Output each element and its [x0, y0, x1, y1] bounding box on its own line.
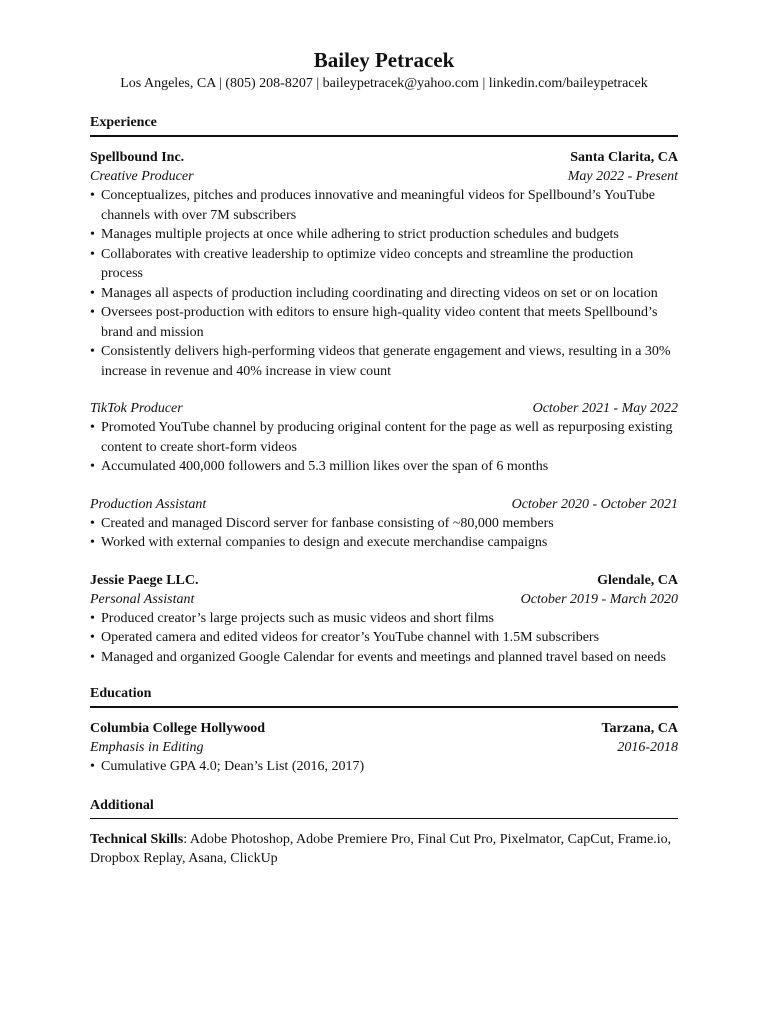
bullet-item — [90, 245, 678, 284]
contact-line: Los Angeles, CA | (805) 208-8207 | baileypetracek@yahoo.com | linkedin.com/baileypetracek — [120, 76, 648, 91]
program-header — [90, 738, 678, 757]
role-title: Production Assistant — [90, 496, 207, 512]
role-dates: May 2022 - Present — [567, 169, 678, 184]
role-dates: October 2020 - October 2021 — [511, 496, 678, 512]
org-header — [90, 148, 678, 167]
bullet-glyph: • — [90, 246, 95, 262]
bullet-glyph: • — [90, 227, 95, 242]
org-name: Jessie Paege LLC. — [90, 572, 199, 588]
role-dates: October 2019 - March 2020 — [520, 591, 678, 607]
bullet-text: Collaborates with creative leadership to optimize video concepts and streamline the production process — [101, 246, 634, 281]
bullet-text: Managed and organized Google Calendar for events and meetings and planned travel based on needs — [101, 649, 666, 665]
bullet-list — [90, 418, 678, 477]
bullet-text: Created and managed Discord server for fanbase consisting of ~80,000 members — [101, 515, 554, 531]
bullet-glyph: • — [90, 630, 95, 645]
bullet-text: Promoted YouTube channel by producing original content for the page as well as repurposing existing content to create short-form videos — [101, 420, 673, 455]
bullet-glyph: • — [90, 459, 95, 474]
bullet-item — [90, 514, 678, 534]
bullet-item — [90, 533, 678, 553]
bullet-item — [90, 284, 678, 304]
bullet-item — [90, 648, 678, 668]
bullet-item — [90, 342, 678, 381]
bullet-text: Oversees post-production with editors to ensure high-quality video content that meets Spellbound’s brand and mission — [101, 305, 658, 340]
org-header — [90, 571, 678, 590]
bullet-text: Conceptualizes, pitches and produces innovative and meaningful videos for Spellbound’s YouTube channels with over 7M subscribers — [101, 188, 655, 223]
bullet-text: Produced creator’s large projects such as music videos and short films — [101, 610, 494, 626]
bullet-item — [90, 609, 678, 629]
bullet-item — [90, 418, 678, 457]
bullet-text: Manages multiple projects at once while adhering to strict production schedules and budgets — [101, 227, 619, 242]
bullet-glyph: • — [90, 610, 95, 626]
org-location: Glendale, CA — [597, 572, 678, 588]
role-title: TikTok Producer — [90, 401, 183, 416]
role-title: Personal Assistant — [90, 591, 195, 607]
bullet-item — [90, 225, 678, 245]
bullet-glyph: • — [90, 515, 95, 531]
skills-list: : Adobe Photoshop, Adobe Premiere Pro, Final Cut Pro, Pixelmator, CapCut, Frame.io, Dropbox Replay, Asana, ClickUp — [90, 831, 672, 866]
bullet-glyph: • — [90, 285, 95, 301]
program-name: Emphasis in Editing — [90, 740, 204, 755]
bullet-glyph: • — [90, 535, 95, 550]
bullet-glyph: • — [90, 759, 95, 774]
role-title: Creative Producer — [90, 169, 194, 184]
bullet-text: Operated camera and edited videos for creator’s YouTube channel with 1.5M subscribers — [101, 630, 600, 645]
role-header — [90, 399, 678, 418]
bullet-item — [90, 186, 678, 225]
technical-skills — [90, 830, 678, 869]
bullet-item — [90, 628, 678, 648]
org-name: Spellbound Inc. — [90, 150, 185, 165]
role-header — [90, 590, 678, 609]
section-title-education: Education — [90, 685, 678, 708]
bullet-list — [90, 514, 678, 553]
bullet-list — [90, 757, 678, 777]
candidate-name: Bailey Petracek — [313, 48, 455, 72]
school-name: Columbia College Hollywood — [90, 721, 266, 736]
bullet-glyph: • — [90, 188, 95, 203]
bullet-glyph: • — [90, 649, 95, 665]
bullet-item — [90, 757, 678, 777]
role-header — [90, 167, 678, 186]
education-section — [90, 685, 678, 777]
resume-page — [90, 46, 678, 869]
additional-section — [90, 797, 678, 869]
skills-label: Technical Skills — [90, 831, 184, 847]
bullet-list — [90, 609, 678, 668]
role-header — [90, 495, 678, 514]
program-dates: 2016-2018 — [617, 740, 678, 755]
bullet-item — [90, 303, 678, 342]
org-location: Santa Clarita, CA — [570, 150, 678, 165]
role-dates: October 2021 - May 2022 — [532, 401, 678, 416]
bullet-text: Accumulated 400,000 followers and 5.3 million likes over the span of 6 months — [101, 459, 549, 474]
school-header — [90, 719, 678, 738]
section-title-experience: Experience — [90, 114, 678, 137]
bullet-text: Consistently delivers high-performing videos that generate engagement and views, resulting in a 30% increase in revenue and 40% increase in view count — [101, 344, 671, 379]
bullet-glyph: • — [90, 420, 95, 435]
bullet-glyph: • — [90, 305, 95, 320]
bullet-item — [90, 457, 678, 477]
experience-section — [90, 114, 678, 667]
bullet-glyph: • — [90, 344, 95, 359]
school-location: Tarzana, CA — [601, 721, 678, 736]
bullet-text: Worked with external companies to design and execute merchandise campaigns — [101, 535, 548, 550]
bullet-text: Cumulative GPA 4.0; Dean’s List (2016, 2017) — [101, 759, 365, 774]
bullet-text: Manages all aspects of production including coordinating and directing videos on set or on location — [101, 285, 658, 301]
bullet-list — [90, 186, 678, 381]
section-title-additional: Additional — [90, 797, 678, 819]
